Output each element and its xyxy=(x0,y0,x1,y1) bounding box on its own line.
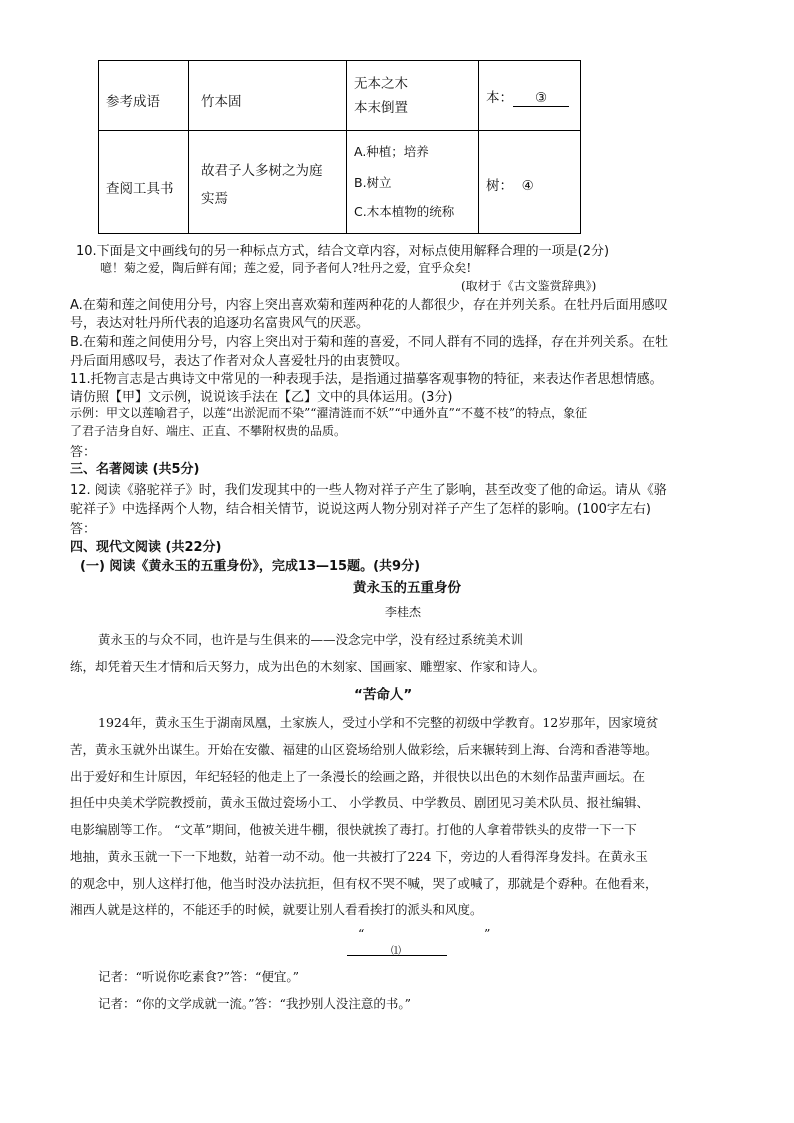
article-author: 李桂杰 xyxy=(385,605,422,619)
dialog-1: 记者：“听说你吃素食?”答：“便宜。” xyxy=(98,969,300,984)
p1-line5: 电影编剧等工作。 “文革”期间，他被关进牛棚，很快就挨了毒打。打他的人拿着带铁头的皮带一下一下 xyxy=(70,822,637,837)
row2-quote-l1: 故君子人多树之为庭 xyxy=(201,163,323,179)
blank-1-marker[interactable]: ⑴ xyxy=(391,946,401,957)
q12-l1: 12. 阅读《骆驼祥子》时，我们发现其中的一些人物对祥子产生了影响，甚至改变了他的命运。请从《骆 xyxy=(70,483,667,498)
q10-quote: 噫！菊之爱，陶后鲜有闻；莲之爱，同予者何人?牡丹之爱，宜乎众矣! xyxy=(100,261,472,275)
q10-option-b-l2[interactable]: 丹后面用感叹号，表达了作者对众人喜爱牡丹的由衷赞叹。 xyxy=(70,354,409,369)
row1-blank-cell xyxy=(486,86,569,107)
q12-answer-label[interactable]: 答： xyxy=(70,522,97,537)
section4-sub1: (一) 阅读《黄永玉的五重身份》，完成13—15题。(共9分) xyxy=(80,559,421,574)
blank-3[interactable]: ③ xyxy=(513,90,569,107)
q10-option-a-l1[interactable]: A.在菊和莲之间使用分号，内容上突出喜欢菊和莲两种花的人都很少，存在并列关系。在牡丹后面用感叹 xyxy=(70,298,668,313)
p1-line2: 苦，黄永玉就外出谋生。开始在安徽、福建的山区瓷场给别人做彩绘，后来辗转到上海、台湾和香港等地。 xyxy=(70,742,658,757)
row2-prefix: 树： xyxy=(486,178,513,194)
row1-idiom-a: 无本之木 xyxy=(354,76,408,92)
mark-4: ④ xyxy=(521,178,534,194)
row1-idiom-b: 本末倒置 xyxy=(354,100,408,116)
q11-answer-label[interactable]: 答： xyxy=(70,445,97,460)
q12-l2: 驼祥子》中选择两个人物，结合相关情节，说说这两人物分别对祥子产生了怎样的影响。(100字左右) xyxy=(70,502,651,517)
q11-stem2: 请仿照【甲】文示例，说说该手法在【乙】文中的具体运用。(3分) xyxy=(70,390,453,405)
q11-stem: 11.托物言志是古典诗文中常见的一种表现手法，是指通过描摹客观事物的特征，来表达作者思想情感。 xyxy=(70,372,663,387)
row2-label: 查阅工具书 xyxy=(106,181,174,197)
p1-line7: 的观念中，别人这样打他，他当时没办法抗拒，但有权不哭不喊，哭了或喊了，那就是个孬种。在他看来， xyxy=(70,876,658,891)
section3-title: 三、名著阅读 (共5分) xyxy=(70,462,200,477)
p1-line1: 1924年，黄永玉生于湖南凤凰，土家族人，受过小学和不完整的初级中学教育。12岁那年，因家境贫 xyxy=(98,715,659,730)
q10-source: (取材于《古文鉴赏辞典》) xyxy=(461,279,597,293)
row2-blank-cell xyxy=(486,174,534,194)
heading-kuming: “苦命人” xyxy=(354,687,413,703)
dialog-2: 记者：“你的文学成就一流。”答：“我抄别人没注意的书。” xyxy=(98,996,412,1011)
row2-sense-c: C.木本植物的统称 xyxy=(354,204,455,219)
section4-title: 四、现代文阅读 (共22分) xyxy=(70,540,222,555)
q11-example-l2: 了君子洁身自好、端庄、正直、不攀附权贵的品质。 xyxy=(70,424,347,438)
p1-line6: 地抽，黄永玉就一下一下地数，站着一动不动。他一共被打了224 下，旁边的人看得浑身发抖。在黄永玉 xyxy=(70,849,648,864)
article-title: 黄永玉的五重身份 xyxy=(353,580,461,596)
p1-line4: 担任中央美术学院教授前，黄永玉做过瓷场小工、 小学教员、中学教员、剧团见习美术队员、报社编辑、 xyxy=(70,795,649,810)
heading2-open-quote: “ xyxy=(358,926,365,941)
row1-prefix: 本： xyxy=(486,90,513,106)
q11-example-l1: 示例：甲文以莲喻君子，以莲“出淤泥而不染”“濯清涟而不妖”“中通外直”“不蔓不枝”的特点，象征 xyxy=(70,406,588,420)
p1-line8: 湘西人就是这样的，不能还手的时候，就要让别人看看挨打的派头和风度。 xyxy=(70,902,483,917)
row1-label: 参考成语 xyxy=(106,94,160,110)
row1-idiom: 竹本固 xyxy=(201,94,242,110)
p1-line3: 出于爱好和生计原因，年纪轻轻的他走上了一条漫长的绘画之路，并很快以出色的木刻作品蜚声画坛。在 xyxy=(70,769,646,784)
row2-sense-a: A.种植；培养 xyxy=(354,144,429,159)
row2-sense-b: B.树立 xyxy=(354,175,392,190)
intro-l2: 练，却凭着天生才情和后天努力，成为出色的木刻家、国画家、雕塑家、作家和诗人。 xyxy=(70,659,546,674)
vocab-table xyxy=(98,60,581,234)
intro-l1: 黄永玉的与众不同，也许是与生俱来的——没念完中学，没有经过系统美术训 xyxy=(98,632,524,647)
q10-option-b-l1[interactable]: B.在菊和莲之间使用分号，内容上突出对于菊和莲的喜爱，不同人群有不同的选择，存在并列关系。在牡 xyxy=(70,335,669,350)
q10-option-a-l2[interactable]: 号，表达对牡丹所代表的追逐功名富贵风气的厌恶。 xyxy=(70,316,370,331)
q10-stem: 10.下面是文中画线句的另一种标点方式，结合文章内容，对标点使用解释合理的一项是(2分) xyxy=(76,244,610,259)
heading2-close-quote: ” xyxy=(484,926,491,941)
row2-quote-l2: 实焉 xyxy=(201,191,228,207)
